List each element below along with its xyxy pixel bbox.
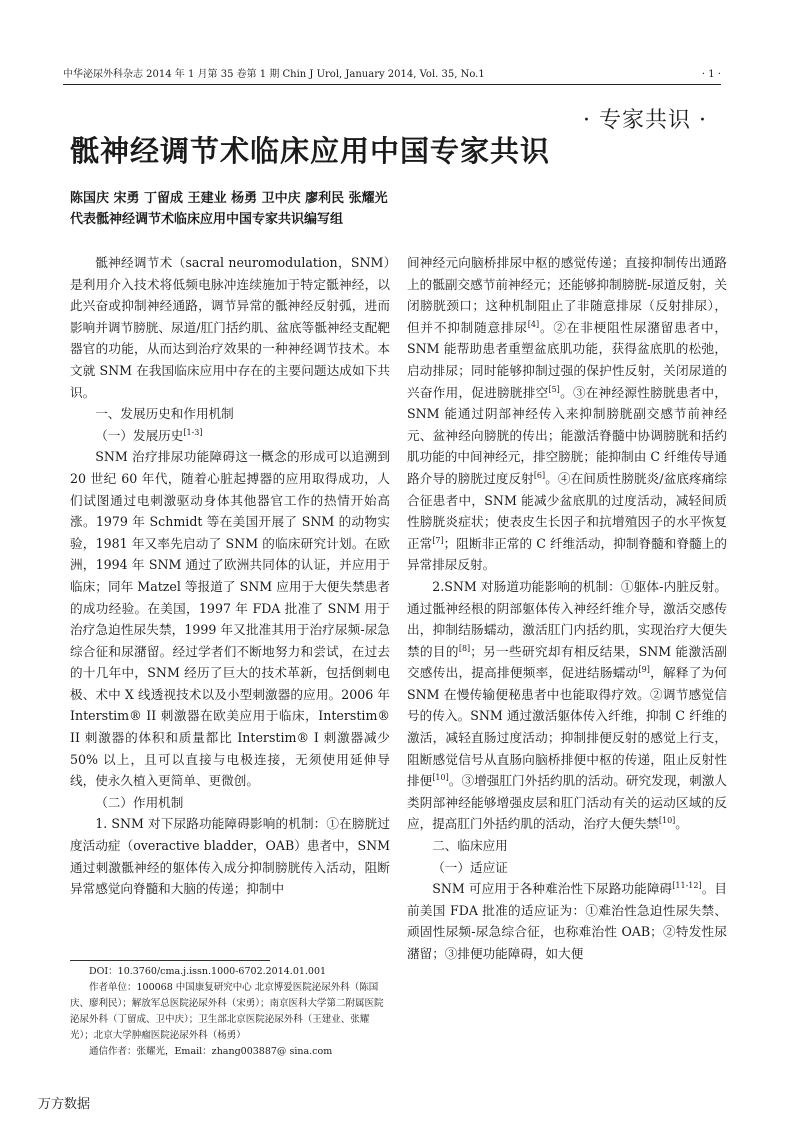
text-run: 。目前美国 FDA 批准的适应证为：①难治性急迫性尿失禁、顽固性尿频-尿急综合征，也称难治性 OAB；②特发性尿潴留；③排便功能障碍，如大便 (407, 881, 728, 961)
doi: DOI：10.3760/cma.j.issn.1000-6702.2014.01.001 (89, 966, 327, 977)
watermark-footer: 万方数据 (38, 1097, 91, 1112)
left-column (70, 252, 390, 900)
text-run: 2.SNM 对肠道功能影响的机制：①躯体-内脏反射。通过骶神经根的阴部躯体传入神经纤维介导，激活交感传出，抑制结肠蠕动，激活肛门内括约肌，实现治疗大便失禁的目的 (407, 578, 727, 659)
affiliations: 作者单位：100068 中国康复研究中心 北京博爱医院泌尿外科（陈国庆、廖利民）；解放军总医院泌尿外科（宋勇）；南京医科大学第二附属医院泌尿外科（丁留成、卫中庆）；卫生部北京医院泌尿外科（王建业、张耀光）；北京大学肿瘤医院泌尿外科（杨勇） (70, 982, 384, 1041)
section-heading (407, 835, 727, 857)
citation-ref: [9] (638, 665, 650, 675)
text-run: ，解释了为何 SNM 在慢传输便秘患者中也能取得疗效。②调节感觉信号的传入。SNM 通过激活躯体传入纤维，抑制 C 纤维的激活，减轻直肠过度活动；抑制排便反射的感觉上行支，阻断感觉信号从直肠向脑桥排便中枢的传递，阻止反射性排便 (407, 665, 728, 789)
citation-ref: [10] (658, 816, 676, 826)
section-heading (70, 403, 390, 425)
text-run: ；阻断非正常的 C 纤维活动，抑制脊髓和脊髓上的异常排尿反射。 (407, 535, 727, 573)
text-run: 。④在间质性膀胱炎/盆底疼痛综合征患者中，SNM 能减少盆底肌的过度活动，减轻间质性膀胱炎症状；使表皮生长因子和抗增殖因子的水平恢复正常 (407, 470, 728, 551)
section-label: · 专家共识 · (583, 108, 707, 133)
citation-ref: [6] (533, 470, 546, 480)
text-run: 。②在非梗阻性尿潴留患者中，SNM 能帮助患者重塑盆底肌功能，获得盆底肌的松弛，启动排尿；同时能够抑制过强的保护性反射，关闭尿道的兴奋作用，促进膀胱排空 (407, 319, 728, 400)
citation-ref: [1-3] (183, 427, 203, 437)
text-run: （一）适应证 (432, 859, 508, 875)
text-run: ；另一些研究却有相反结果，SNM 能激活副交感传出，提高排便频率，促进结肠蠕动 (407, 643, 728, 681)
section-heading (70, 792, 390, 814)
journal-citation: 中华泌尿外科杂志 2014 年 1 月第 35 卷第 1 期 Chin J Urol, January 2014, Vol. 35, No.1 (63, 69, 485, 80)
text-run: 。③增强肛门外括约肌的活动。研究发现，刺激人类阴部神经能够增强皮层和肛门活动有关的运动区域的反应，提高肛门外括约肌的活动，治疗大便失禁 (407, 773, 728, 832)
body-paragraph (407, 878, 727, 964)
citation-ref: [11-12] (672, 881, 702, 891)
citation-ref: [4] (527, 319, 540, 329)
author-list: 陈国庆 宋勇 丁留成 王建业 杨勇 卫中庆 廖利民 张耀光 (70, 191, 388, 206)
footnotes (70, 960, 390, 1060)
text-run: 1. SNM 对下尿路功能障碍影响的机制：①在膀胱过度活动症（overactive bladder，OAB）患者中，SNM 通过刺激骶神经的躯体传入成分抑制膀胱传入活动，阻断异常感觉向脊髓和大脑的传递；抑制中 (70, 816, 390, 897)
page-number: · 1 · (701, 69, 721, 80)
text-run: SNM 可应用于各种难治性下尿路功能障碍 (432, 881, 673, 897)
body-paragraph (70, 446, 390, 792)
text-run: 。③在神经源性膀胱患者中，SNM 能通过阴部神经传入来抑制膀胱副交感节前神经元、盆神经向膀胱的传出；能激活脊髓中协调膀胱和括约肌功能的中间神经元，排空膀胱；能抑制由 C 纤维传导通路介导的膀胱过度反射 (407, 384, 728, 486)
text-run: 骶神经调节术（sacral neuromodulation，SNM）是利用介入技术将低频电脉冲连续施加于特定骶神经，以此兴奋或抑制神经通路，调节异常的骶神经反射弧，进而影响并调节膀胱、尿道/肛门括约肌、盆底等骶神经支配靶器官的功能，从而达到治疗效果的一种神经调节技术。本文就 SNM 在我国临床应用中存在的主要问题达成如下共识。 (70, 255, 390, 400)
correspondence: 通信作者：张耀光，Email：zhang003887@ sina.com (89, 1046, 333, 1057)
text-run: 。 (675, 816, 688, 832)
citation-ref: [7] (432, 535, 444, 545)
header-rule (63, 84, 721, 85)
text-run: 间神经元向脑桥排尿中枢的感觉传递；直接抑制传出通路上的骶副交感节前神经元；还能够抑制膀胱-尿道反射，关闭膀胱颈口；这种机制阻止了非随意排尿（反射排尿），但并不抑制随意排尿 (407, 255, 727, 335)
citation-ref: [5] (548, 384, 560, 394)
author-group: 代表骶神经调节术临床应用中国专家共识编写组 (70, 212, 344, 227)
text-run: 二、临床应用 (432, 838, 508, 854)
right-column (407, 252, 727, 965)
text-run: SNM 治疗排尿功能障碍这一概念的形成可以追溯到 20 世纪 60 年代，随着心脏起搏器的应用取得成功，人们试图通过电刺激驱动身体其他器官工作的热情开始高涨。1979 年 Schmidt 等在美国开展了 SNM 的动物实验，1981 年又率先启动了 SNM 的临床研究计划。在欧洲，1994 年 SNM 通过了欧洲共同体的认证，并应用于临床；同年 Matzel 等报道了 SNM 应用于大便失禁患者的成功经验。在美国，1997 年 FDA 批准了 SNM 用于治疗急迫性尿失禁，1999 年又批准其用于治疗尿频-尿急综合征和尿潴留。经过学者们不断地努力和尝试，在过去的十几年中，SNM 经历了巨大的技术革新，包括倒刺电极、术中 X 线透视技术以及小型刺激器的应用。2006 年 Interstim® II 刺激器在欧美应用于临床，Interstim® II 刺激器的体积和质量都比 Interstim® I 刺激器减少 50% 以上，且可以直接与电极连接，无须使用延伸导线，使永久植入更简单、更微创。 (70, 449, 390, 789)
text-run: （一）发展历史 (95, 427, 184, 443)
body-paragraph (407, 252, 727, 576)
text-run: 一、发展历史和作用机制 (95, 406, 234, 422)
text-run: （二）作用机制 (95, 794, 184, 810)
body-paragraph (407, 576, 727, 835)
citation-ref: [8] (458, 643, 471, 653)
body-paragraph (70, 252, 390, 403)
article-title: 骶神经调节术临床应用中国专家共识 (70, 134, 551, 168)
section-heading (70, 425, 390, 447)
footnote-rule (70, 960, 270, 961)
body-paragraph (70, 813, 390, 899)
section-heading (407, 857, 727, 879)
citation-ref: [10] (432, 773, 449, 783)
